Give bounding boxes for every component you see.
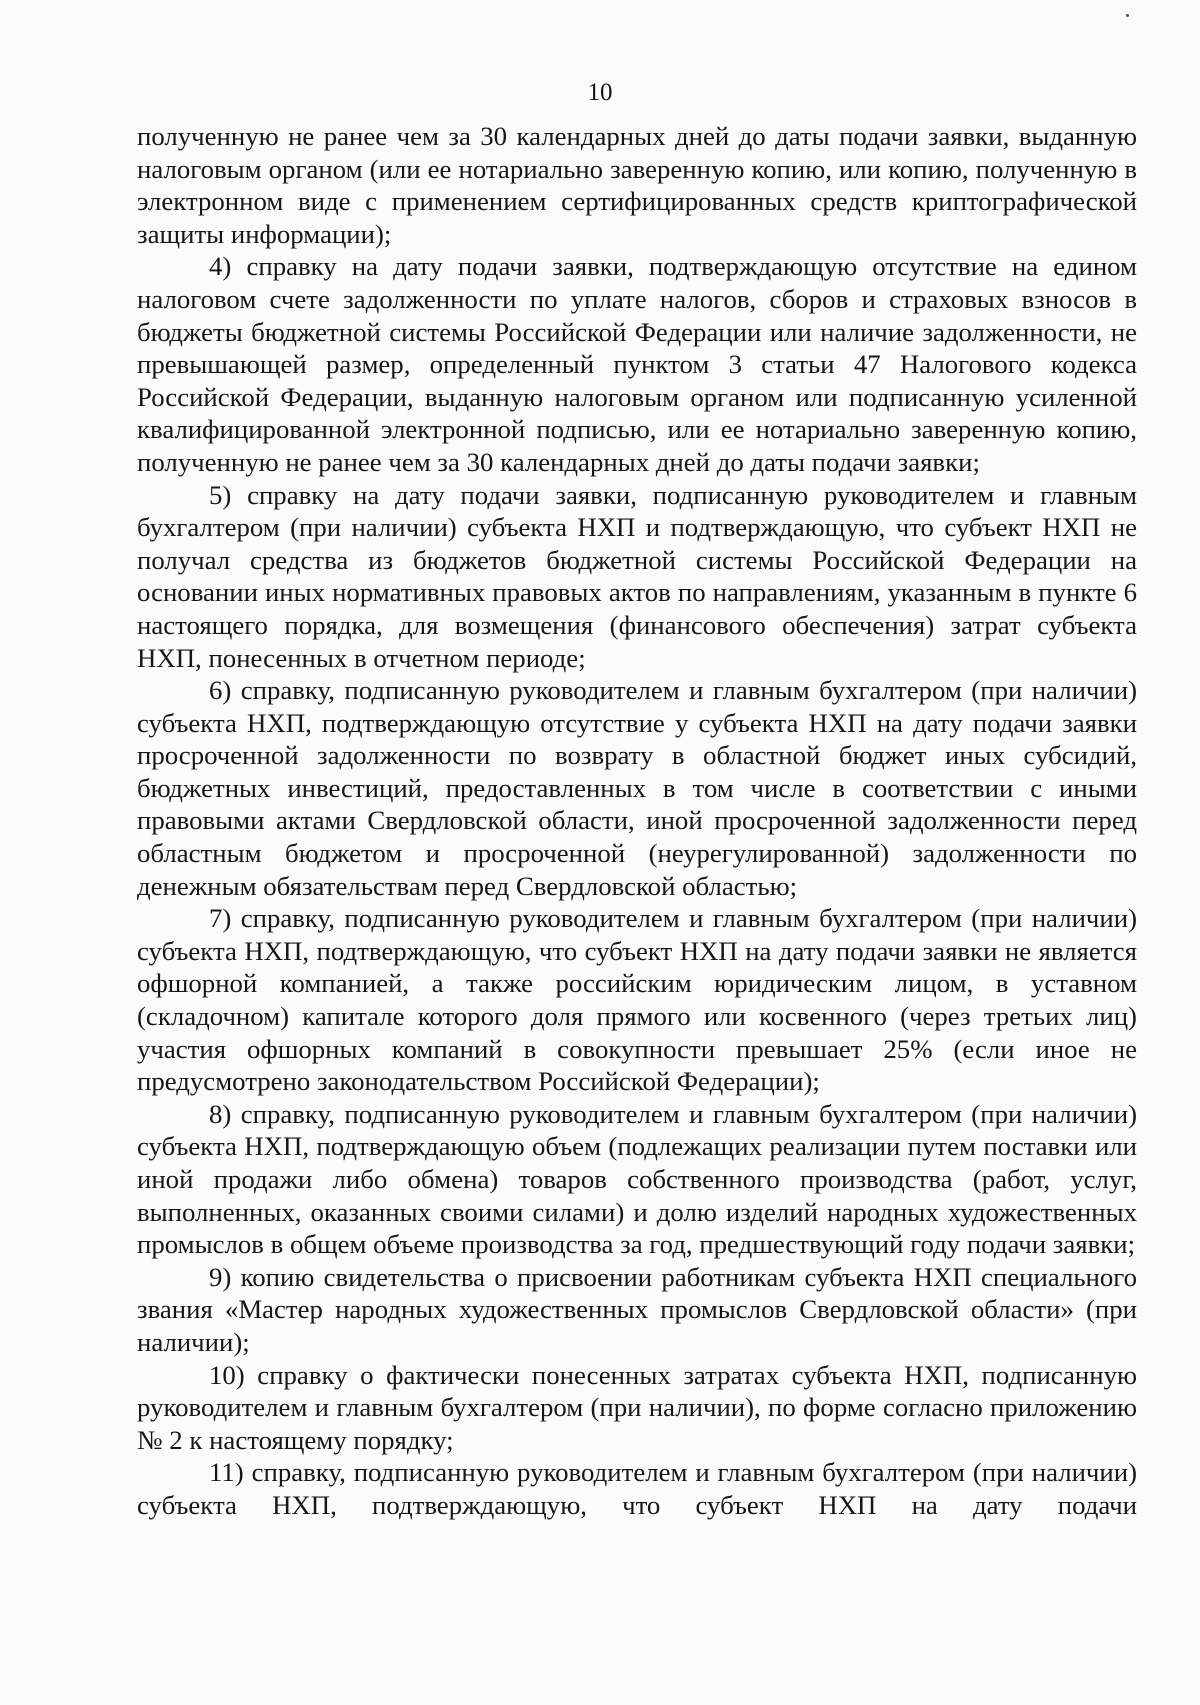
paragraph-item-8: 8) справку, подписанную руководителем и главным бухгалтером (при наличии) субъекта НХП, подтверждающую объем (подлежащих реализации путем поставки или иной продажи либо обмена) товаров собственного производства (работ, услуг, выполненных, оказанных своими силами) и долю изделий народных художественных промыслов в общем объеме производства за год, предшествующий году подачи заявки; bbox=[137, 1098, 1137, 1260]
paragraph-item-10: 10) справку о фактически понесенных затратах субъекта НХП, подписанную руководителем и главным бухгалтером (при наличии), по форме согласно приложению № 2 к настоящему порядку; bbox=[137, 1359, 1137, 1455]
paragraph-continuation: полученную не ранее чем за 30 календарных дней до даты подачи заявки, выданную налоговым органом (или ее нотариально заверенную копию, или копию, полученную в электронном виде с применением сертифицированных средств криптографической защиты информации); bbox=[137, 121, 1137, 249]
paragraph-item-6: 6) справку, подписанную руководителем и главным бухгалтером (при наличии) субъекта НХП, подтверждающую отсутствие у субъекта НХП на дату подачи заявки просроченной задолженности по возврату в областной бюджет иных субсидий, бюджетных инвестиций, предоставленных в том числе в соответствии с иными правовыми актами Свердловской области, иной просроченной задолженности перед областным бюджетом и просроченной (неурегулированной) задолженности по денежным обязательствам перед Свердловской областью; bbox=[137, 675, 1137, 901]
paragraph-item-4: 4) справку на дату подачи заявки, подтверждающую отсутствие на едином налоговом счете задолженности по уплате налогов, сборов и страховых взносов в бюджеты бюджетной системы Российской Федерации или наличие задолженности, не превышающей размер, определенный пунктом 3 статьи 47 Налогового кодекса Российской Федерации, выданную налоговым органом или подписанную усиленной квалифицированной электронной подписью, или ее нотариально заверенную копию, полученную не ранее чем за 30 календарных дней до даты подачи заявки; bbox=[137, 251, 1137, 477]
paragraph-item-11: 11) справку, подписанную руководителем и главным бухгалтером (при наличии) субъекта НХП, подтверждающую, что субъект НХП на дату подачи bbox=[137, 1457, 1137, 1520]
page-number: 10 bbox=[587, 79, 613, 106]
paragraph-item-5: 5) справку на дату подачи заявки, подписанную руководителем и главным бухгалтером (при наличии) субъекта НХП и подтверждающую, что субъект НХП не получал средства из бюджетов бюджетной системы Российской Федерации на основании иных нормативных правовых актов по направлениям, указанным в пункте 6 настоящего порядка, для возмещения (финансового обеспечения) затрат субъекта НХП, понесенных в отчетном периоде; bbox=[137, 479, 1137, 673]
scan-speck bbox=[1126, 14, 1129, 17]
paragraph-item-9: 9) копию свидетельства о присвоении работникам субъекта НХП специального звания «Мастер народных художественных промыслов Свердловской области» (при наличии); bbox=[137, 1261, 1137, 1357]
paragraph-item-7: 7) справку, подписанную руководителем и главным бухгалтером (при наличии) субъекта НХП, подтверждающую, что субъект НХП на дату подачи заявки не является офшорной компанией, а также российским юридическим лицом, в уставном (складочном) капитале которого доля прямого или косвенного (через третьих лиц) участия офшорных компаний в совокупности превышает 25% (если иное не предусмотрено законодательством Российской Федерации); bbox=[137, 903, 1137, 1097]
document-body bbox=[137, 120, 1137, 1522]
